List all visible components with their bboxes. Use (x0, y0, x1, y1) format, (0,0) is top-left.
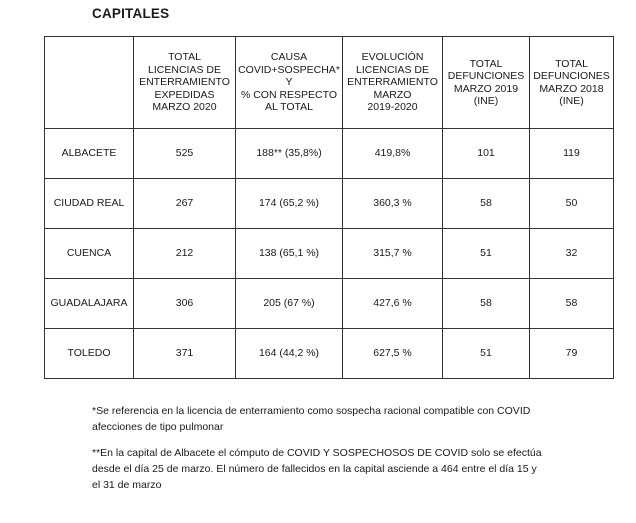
table-cell: 58 (530, 279, 614, 329)
footnote-line: desde el día 25 de marzo. El número de fallecidos en la capital asciende a 464 entre el día 15 y (92, 463, 537, 475)
table-cell: 58 (443, 279, 530, 329)
header-line: DEFUNCIONES (447, 70, 525, 82)
footnote-line: el 31 de marzo (92, 479, 162, 491)
table-cell: 51 (443, 229, 530, 279)
footnote-2 (92, 445, 612, 493)
table-cell: 119 (530, 129, 614, 179)
header-line: COVID+SOSPECHA* (238, 63, 340, 76)
table-cell: 138 (65,1 %) (236, 229, 343, 279)
table-cell: 267 (134, 179, 236, 229)
header-line: (INE) (559, 95, 584, 107)
table-row (45, 279, 614, 329)
table-cell: 419,8% (343, 129, 443, 179)
footnote-line: afecciones de tipo pulmonar (92, 421, 224, 433)
footnote-line: *Se referencia en la licencia de enterramiento como sospecha racional compatible con COVID (92, 405, 531, 417)
table-cell: 174 (65,2 %) (236, 179, 343, 229)
table-cell: 79 (530, 329, 614, 379)
header-line: LICENCIAS DE (148, 63, 221, 76)
row-label-cell: CIUDAD REAL (45, 179, 134, 229)
table-cell: 627,5 % (343, 329, 443, 379)
header-line: MARZO (373, 88, 412, 101)
table-row (45, 329, 614, 379)
table-cell: 360,3 % (343, 179, 443, 229)
footnotes (92, 403, 612, 503)
table-cell: 315,7 % (343, 229, 443, 279)
table-cell: 205 (67 %) (236, 279, 343, 329)
table-cell: 306 (134, 279, 236, 329)
table-row (45, 129, 614, 179)
table-cell: 101 (443, 129, 530, 179)
row-label-cell: TOLEDO (45, 329, 134, 379)
footnote-1 (92, 403, 612, 435)
header-line: ENTERRAMIENTO (139, 76, 230, 89)
header-line: EVOLUCIÓN (361, 51, 424, 64)
header-line: EXPEDIDAS (154, 88, 215, 101)
table-cell: 525 (134, 129, 236, 179)
header-line: 2019-2020 (367, 101, 418, 114)
header-line: ENTERRAMIENTO (347, 76, 438, 89)
header-line: AL TOTAL (264, 101, 314, 114)
row-label-cell: CUENCA (45, 229, 134, 279)
footnote-line: **En la capital de Albacete el cómputo de COVID Y SOSPECHOSOS DE COVID solo se efectúa (92, 447, 542, 459)
table-cell: 164 (44,2 %) (236, 329, 343, 379)
header-line: (INE) (473, 95, 499, 107)
table-cell: 58 (443, 179, 530, 229)
capitales-table (44, 36, 614, 379)
table-cell: 32 (530, 229, 614, 279)
header-line: TOTAL (555, 57, 588, 70)
header-line: MARZO 2018 (539, 82, 604, 95)
table-cell: 371 (134, 329, 236, 379)
table-cell: 188** (35,8%) (236, 129, 343, 179)
header-line: MARZO 2019 (453, 82, 519, 95)
row-label-cell: ALBACETE (45, 129, 134, 179)
header-line: MARZO 2020 (152, 101, 217, 114)
header-line: LICENCIAS DE (356, 63, 429, 76)
table-cell: 427,6 % (343, 279, 443, 329)
header-line: % CON RESPECTO (240, 88, 338, 101)
header-line: TOTAL (469, 57, 503, 70)
header-cell-empty (45, 37, 134, 129)
table-body (45, 37, 614, 379)
header-row (45, 37, 614, 129)
table-row (45, 179, 614, 229)
header-line: DEFUNCIONES (533, 70, 610, 82)
table-cell: 212 (134, 229, 236, 279)
header-line: TOTAL (168, 51, 201, 64)
page-title: CAPITALES (92, 6, 170, 21)
header-cell-5 (530, 37, 614, 129)
header-cell-3 (343, 37, 443, 129)
table-cell: 50 (530, 179, 614, 229)
header-cell-1 (134, 37, 236, 129)
row-label-cell: GUADALAJARA (45, 279, 134, 329)
table-row (45, 229, 614, 279)
header-line: CAUSA (270, 51, 308, 64)
header-cell-4 (443, 37, 530, 129)
header-cell-2 (236, 37, 343, 129)
header-line: Y (285, 76, 293, 89)
table-cell: 51 (443, 329, 530, 379)
